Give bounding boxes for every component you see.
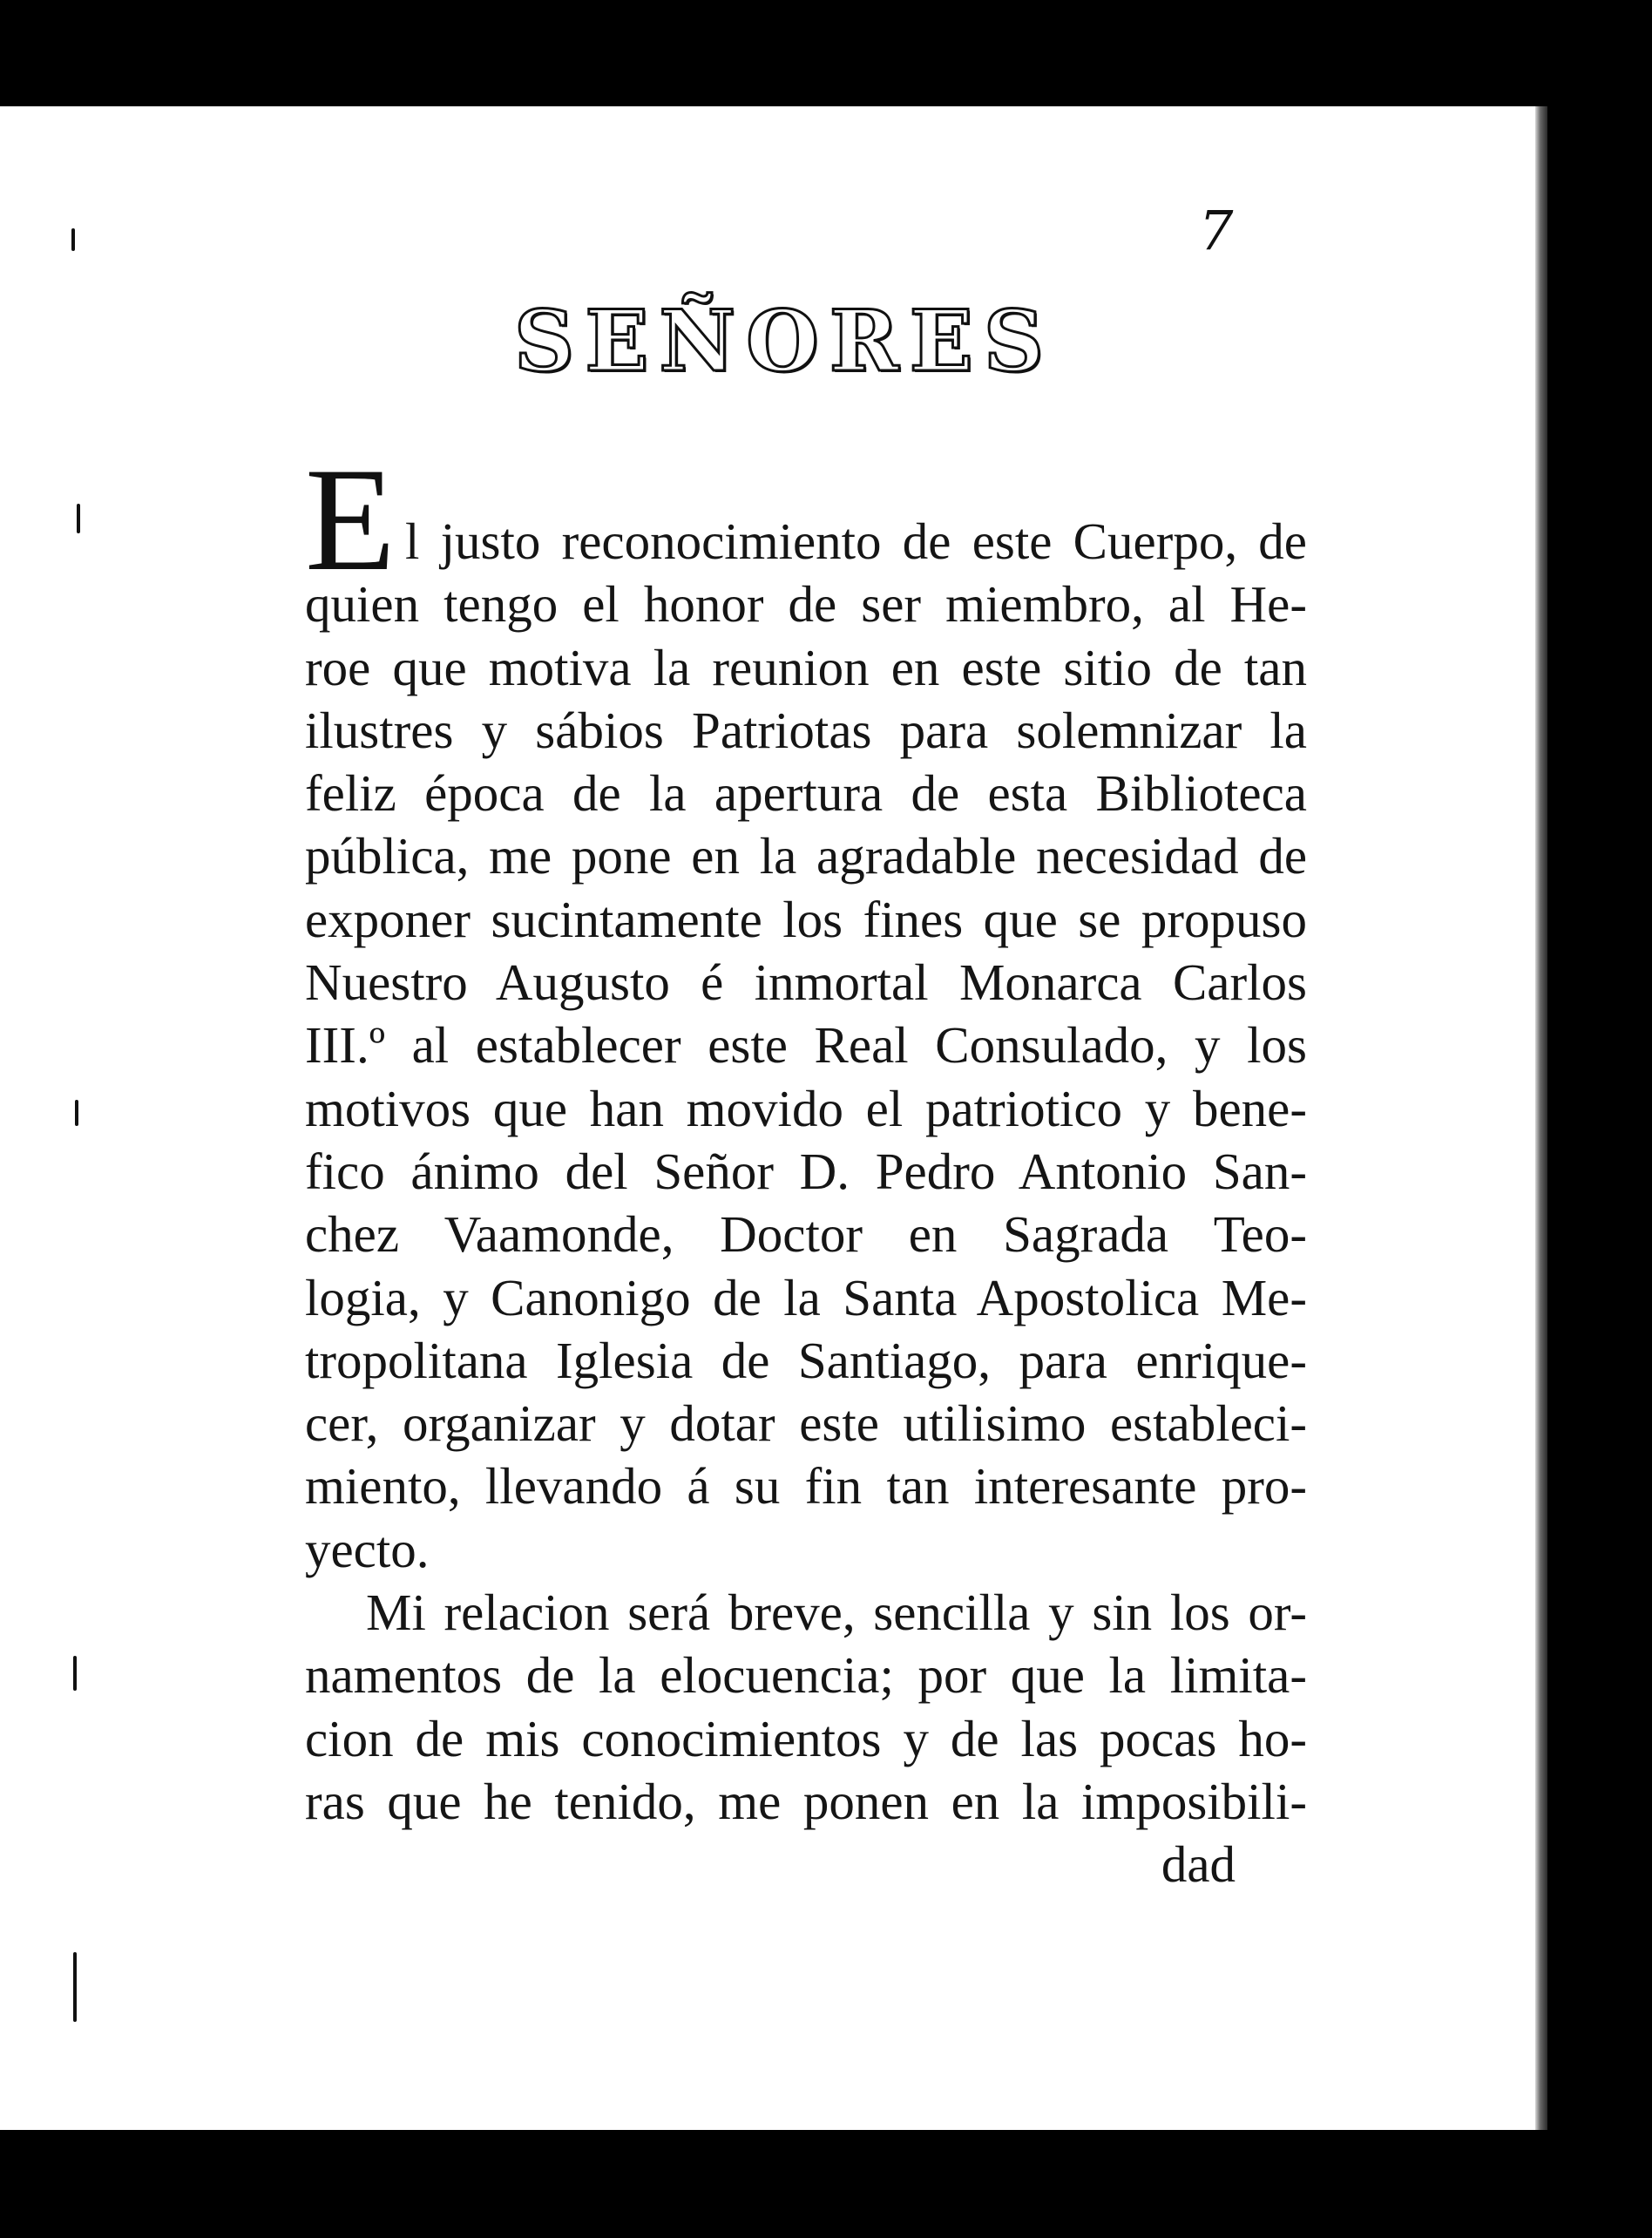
text-line: pública, me pone en la agradable necesidad de: [305, 827, 1307, 885]
text-line: cion de mis conocimientos y de las pocas ho-: [305, 1709, 1307, 1767]
gutter-mark: [77, 504, 80, 533]
text-line: cer, organizar y dotar este utilisimo estableci-: [305, 1394, 1307, 1453]
text-line: exponer sucintamente los fines que se propuso: [305, 890, 1307, 948]
text-line: namentos de la elocuencia; por que la limita-: [305, 1646, 1307, 1705]
page-number: 7: [1199, 199, 1234, 262]
gutter-mark: [73, 1952, 77, 2022]
text-line: Mi relacion será breve, sencilla y sin los or-: [366, 1584, 1307, 1642]
page-heading: SEÑORES: [513, 292, 1055, 390]
gutter-mark: [73, 1656, 77, 1691]
text-line: motivos que han movido el patriotico y bene-: [305, 1079, 1307, 1137]
body-text: [305, 437, 1307, 1896]
text-line: fico ánimo del Señor D. Pedro Antonio San-: [305, 1142, 1307, 1200]
text-line: tropolitana Iglesia de Santiago, para enrique-: [305, 1331, 1307, 1389]
text-line: feliz época de la apertura de esta Biblioteca: [305, 764, 1307, 823]
catchword: dad: [1161, 1835, 1236, 1894]
text-line: miento, llevando á su fin tan interesante pro-: [305, 1457, 1307, 1516]
text-line: ilustres y sábios Patriotas para solemnizar la: [305, 701, 1307, 759]
text-line: l justo reconocimiento de este Cuerpo, de: [405, 512, 1307, 570]
text-line: yecto.: [305, 1520, 430, 1578]
text-line: roe que motiva la reunion en este sitio de tan: [305, 638, 1307, 696]
text-line: III.º al establecer este Real Consulado, y los: [305, 1016, 1307, 1075]
gutter-mark: [75, 1100, 78, 1126]
text-line: ras que he tenido, me ponen en la imposibili-: [305, 1772, 1307, 1830]
drop-cap: E: [305, 437, 396, 601]
gutter-mark: [71, 228, 75, 251]
text-line: Nuestro Augusto é inmortal Monarca Carlos: [305, 953, 1307, 1012]
text-line: logia, y Canonigo de la Santa Apostolica Me-: [305, 1268, 1307, 1326]
page-edge-shadow: [1535, 106, 1547, 2130]
text-line: chez Vaamonde, Doctor en Sagrada Teo-: [305, 1205, 1307, 1264]
text-line: quien tengo el honor de ser miembro, al He-: [305, 575, 1307, 634]
